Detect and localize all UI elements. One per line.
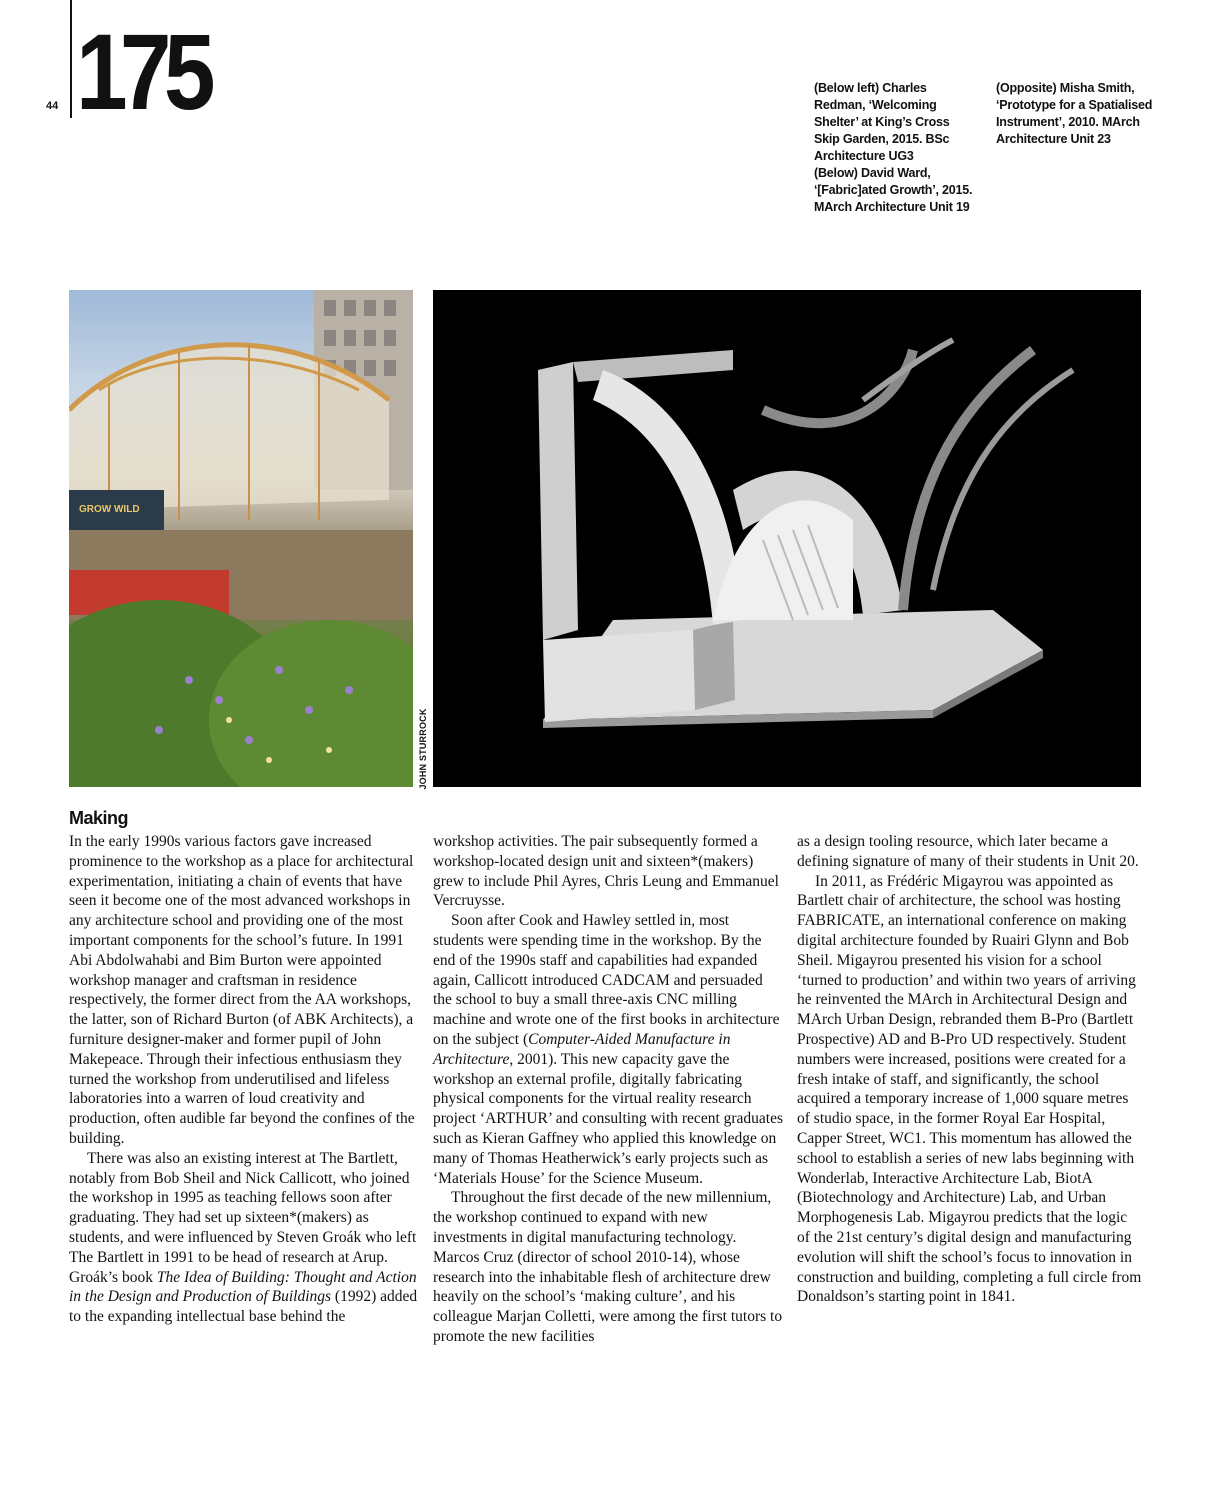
- photo-fabricated-growth: [433, 290, 1141, 787]
- grow-wild-sign: GROW WILD: [79, 504, 140, 515]
- paragraph: Throughout the first decade of the new millennium, the workshop continued to expand with new investments in digital manufacturing technology. Marcos Cruz (director of school 2010-14), whose research into the inhabitable flesh of architecture drew heavily on the school’s ‘making culture’, and his colleague Marjan Colletti, were among the first tutors to promote the new facilities: [433, 1189, 783, 1345]
- paragraph: Soon after Cook and Hawley settled in, most students were spending time in the workshop. By the end of the 1990s staff and capabilities had expanded again, Callicott introduced CADCAM and persuaded the school to buy a small three-axis CNC milling machine and wrote one of the first books in architecture on the subject (Computer-Aided Manufacture in Architecture, 2001). This new capacity gave the workshop an external profile, digitally fabricating physical components for the virtual reality research project ‘ARTHUR’ and consulting with recent graduates such as Kieran Gaffney who applied this knowledge on many of Thomas Heatherwick’s early projects such as ‘Materials House’ for the Science Museum.: [433, 912, 784, 1187]
- paragraph: In 2011, as Frédéric Migayrou was appointed as Bartlett chair of architecture, the school was hosting FABRICATE, an international conference on making digital architecture founded by Ruairi Glynn and Bob Sheil. Migayrou presented his vision for a school ‘turned to production’ and within two years of arriving he reinvented the MArch in Architectural Design and MArch Urban Design, rebranded them B-Pro (Bartlett Prospective) AD and B-Pro UD respectively. Student numbers were increased, positions were created for a fresh intake of staff, and significantly, the school acquired a temporary increase of 1,000 square metres of studio space, in the former Royal Ear Hospital, Capper Street, WC1. This momentum has allowed the school to establish a series of new labs beginning with Wonderlab, Interactive Architecture Lab, BiotA (Biotechnology and Architecture) Lab, and Urban Morphogenesis Lab. Migayrou predicts that the logic of the 21st century’s digital design and manufacturing evolution will shift the school’s focus to innovation in construction and building, completing a full circle from Donaldson’s starting point in 1841.: [797, 872, 1142, 1306]
- header-rule: [70, 0, 72, 118]
- photo-credit-text: JOHN STURROCK: [418, 707, 428, 790]
- book-title: Computer-Aided Manufacture in Architecture: [433, 1030, 731, 1068]
- caption-right: (Opposite) Misha Smith, ‘Prototype for a Spatialised Instrument’, 2010. MArch Architecture Unit 23: [996, 81, 1153, 146]
- photo-welcoming-shelter: [69, 290, 413, 787]
- page-number: 44: [46, 100, 59, 112]
- paragraph: There was also an existing interest at The Bartlett, notably from Bob Sheil and Nick Callicott, who joined the workshop in 1995 as teaching fellows soon after graduating. They had set up sixteen*(makers) as students, and were influenced by Steven Groák who left The Bartlett in 1991 to be head of research at Arup. Groák’s book The Idea of Building: Thought and Action in the Design and Production of Buildings (1992) added to the expanding intellectual base behind the: [69, 1149, 418, 1326]
- paragraph: as a design tooling resource, which later became a defining signature of many of their students in Unit 20.: [797, 833, 1139, 870]
- paragraph: workshop activities. The pair subsequently formed a workshop-located design unit and sixteen*(makers) grew to include Phil Ayres, Chris Leung and Emmanuel Vercruysse.: [433, 833, 779, 910]
- article-heading: Making: [69, 808, 129, 828]
- article-column-3: [797, 832, 1143, 1307]
- section-number: 175: [76, 11, 208, 132]
- paragraph: In the early 1990s various factors gave increased prominence to the workshop as a place for architectural experimentation, initiating a chain of events that have seen it become one of the most advanced workshops in any architecture school and providing one of the most important components for the school’s future. In 1991 Abi Abdolwahabi and Bim Burton were appointed workshop manager and craftsman in residence respectively, the former direct from the AA workshops, the latter, son of Richard Burton (of ABK Architects), a furniture designer-maker and former pupil of John Makepeace. Through their infectious enthusiasm they turned the workshop from underutilised and lifeless laboratories into a warren of loud creativity and production, often audible far beyond the confines of the building.: [69, 833, 415, 1147]
- photo-welcoming-shelter-illustration: [69, 290, 413, 787]
- article-column-2: [433, 832, 783, 1347]
- photo-fabricated-growth-illustration: [433, 290, 1141, 787]
- book-title: The Idea of Building: Thought and Action in the Design and Production of Buildings: [69, 1268, 417, 1306]
- article-column-1: [69, 832, 419, 1327]
- caption-left: (Below left) Charles Redman, ‘Welcoming Shelter’ at King’s Cross Skip Garden, 2015. BSc Architecture UG3 (Below) David Ward, ‘[Fabric]ated Growth’, 2015. MArch Architecture Unit 19: [814, 81, 973, 214]
- photo-credit: [413, 707, 433, 790]
